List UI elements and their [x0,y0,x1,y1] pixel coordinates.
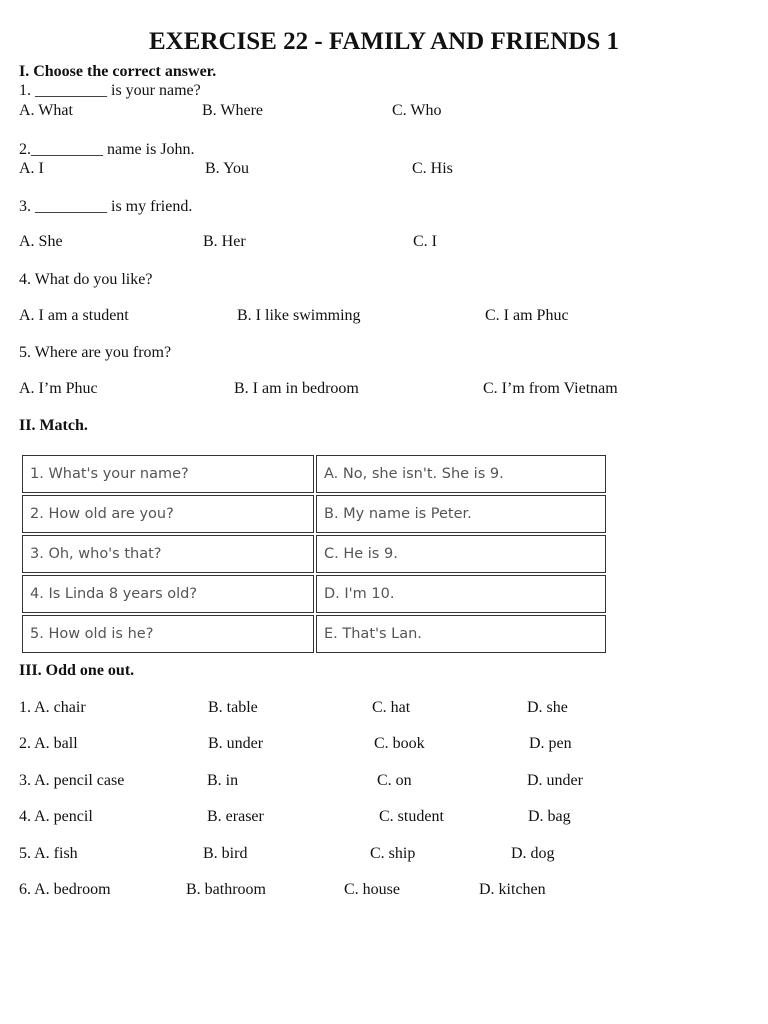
odd-item-5-option-b: B. bird [203,845,248,862]
question-5-option-a: A. I’m Phuc [19,380,98,397]
odd-item-5-option-a: 5. A. fish [19,845,78,862]
section-heading-odd-one-out: III. Odd one out. [19,662,135,679]
odd-item-1-option-a: 1. A. chair [19,699,86,716]
match-question-3: 3. Oh, who's that? [22,535,314,573]
match-question-2: 2. How old are you? [22,495,314,533]
question-5-option-c: C. I’m from Vietnam [483,380,618,397]
section-heading-choose: I. Choose the correct answer. [19,63,217,80]
odd-item-6-option-b: B. bathroom [186,881,266,898]
question-4-option-c: C. I am Phuc [485,307,569,324]
question-3: 3. _________ is my friend. [19,198,193,215]
odd-item-5-option-d: D. dog [511,845,555,862]
match-answer-c: C. He is 9. [316,535,606,573]
odd-item-2-option-a: 2. A. ball [19,735,78,752]
odd-item-4-option-c: C. student [379,808,444,825]
match-answer-e: E. That's Lan. [316,615,606,653]
table-row [22,495,606,533]
question-4-option-b: B. I like swimming [237,307,361,324]
match-question-4: 4. Is Linda 8 years old? [22,575,314,613]
odd-item-6-option-a: 6. A. bedroom [19,881,111,898]
question-2-option-a: A. I [19,160,44,177]
match-answer-b: B. My name is Peter. [316,495,606,533]
match-table [20,453,608,655]
question-1-option-b: B. Where [202,102,264,119]
question-5: 5. Where are you from? [19,344,172,361]
question-4: 4. What do you like? [19,271,153,288]
odd-item-2-option-c: C. book [374,735,425,752]
question-4-option-a: A. I am a student [19,307,129,324]
odd-item-1-option-b: B. table [208,699,258,716]
section-heading-match: II. Match. [19,417,88,434]
question-1-option-c: C. Who [392,102,442,119]
table-row [22,575,606,613]
table-row [22,455,606,493]
question-2-option-b: B. You [205,160,250,177]
odd-item-3-option-d: D. under [527,772,583,789]
odd-item-1-option-d: D. she [527,699,568,716]
table-row [22,535,606,573]
question-1: 1. _________ is your name? [19,82,201,99]
match-question-1: 1. What's your name? [22,455,314,493]
odd-item-6-option-d: D. kitchen [479,881,546,898]
question-1-option-a: A. What [19,102,73,119]
question-2: 2._________ name is John. [19,141,195,158]
match-question-5: 5. How old is he? [22,615,314,653]
odd-item-3-option-b: B. in [207,772,239,789]
match-answer-a: A. No, she isn't. She is 9. [316,455,606,493]
question-2-option-c: C. His [412,160,453,177]
table-row [22,615,606,653]
odd-item-3-option-a: 3. A. pencil case [19,772,125,789]
odd-item-3-option-c: C. on [377,772,412,789]
odd-item-6-option-c: C. house [344,881,400,898]
odd-item-2-option-d: D. pen [529,735,572,752]
match-answer-d: D. I'm 10. [316,575,606,613]
odd-item-5-option-c: C. ship [370,845,416,862]
odd-item-4-option-b: B. eraser [207,808,264,825]
odd-item-4-option-d: D. bag [528,808,571,825]
question-3-option-c: C. I [413,233,437,250]
odd-item-4-option-a: 4. A. pencil [19,808,93,825]
question-3-option-a: A. She [19,233,63,250]
odd-item-1-option-c: C. hat [372,699,411,716]
odd-item-2-option-b: B. under [208,735,264,752]
question-3-option-b: B. Her [203,233,246,250]
page-title: EXERCISE 22 - FAMILY AND FRIENDS 1 [149,28,619,55]
question-5-option-b: B. I am in bedroom [234,380,359,397]
